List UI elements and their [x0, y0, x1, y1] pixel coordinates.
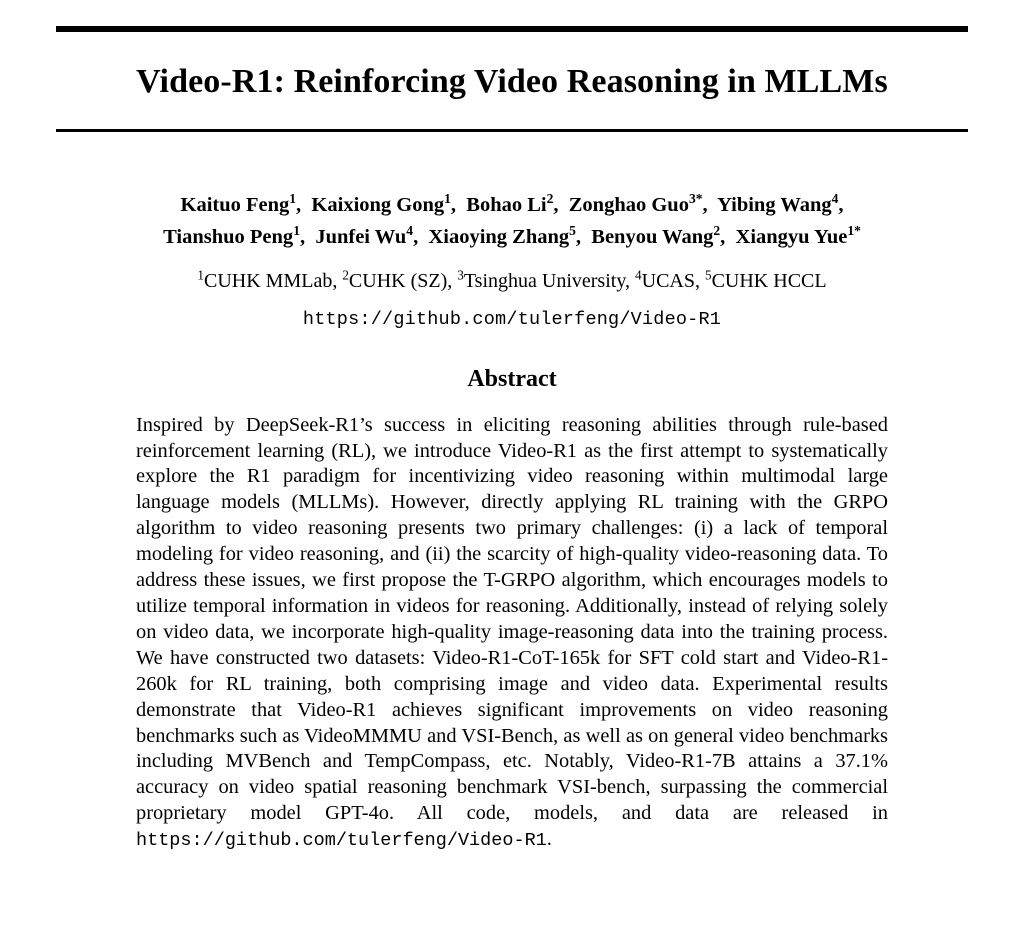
- page-title: Video-R1: Reinforcing Video Reasoning in MLLMs: [136, 63, 888, 100]
- author: Kaituo Feng$^1$: [180, 191, 297, 217]
- abstract-url[interactable]: https://github.com/tulerfeng/Video-R1: [136, 830, 547, 852]
- affil-name: UCAS: [641, 269, 695, 292]
- author: Benyou Wang$^2$: [591, 223, 721, 248]
- author-affil-marker: 1: [293, 223, 300, 239]
- author: Yibing Wang$^4$: [717, 191, 839, 217]
- affil-name: Tsinghua University: [463, 269, 626, 292]
- author: Kaixiong Gong$^1$: [311, 191, 451, 217]
- affil-marker: 2: [342, 266, 349, 282]
- author-affil-marker: 1*: [847, 223, 861, 239]
- author-affil-marker: 3*: [688, 191, 703, 207]
- author: Junfei Wu$^4$: [315, 223, 414, 248]
- project-url[interactable]: https://github.com/tulerfeng/Video-R1: [302, 308, 722, 330]
- author-affil-marker: 5: [569, 223, 576, 239]
- author: Zonghao Guo$^{3*}$: [568, 191, 703, 217]
- author-affil-marker: 1: [444, 191, 451, 207]
- affil-marker: 1: [197, 266, 204, 282]
- author-line-1: Kaituo Feng$^1$, Kaixiong Gong$^1$, Bohao Li$^2$, Zonghao Guo$^{3*}$, Yibing Wang$^4$,: [180, 191, 844, 217]
- author-affil-marker: 2: [713, 223, 721, 239]
- author-affil-marker: 4: [406, 223, 414, 239]
- author: Tianshuo Peng$^1$: [163, 223, 300, 248]
- author-line-2: Tianshuo Peng$^1$, Junfei Wu$^4$, Xiaoying Zhang$^5$, Benyou Wang$^2$, Xiangyu Yue$^{1*}$: [163, 223, 861, 248]
- author: Bohao Li$^2$: [466, 191, 554, 217]
- abstract-body: [136, 413, 888, 853]
- paper-page: [0, 26, 1024, 931]
- header-rule-top: [56, 26, 968, 32]
- author-affil-marker: 2: [546, 191, 554, 207]
- author: Xiaoying Zhang$^5$: [428, 223, 576, 248]
- abstract-text: Inspired by DeepSeek-R1’s success in eliciting reasoning abilities through rule-based reinforcement learning (RL), we introduce Video-R1 as the first attempt to systematically explore the R1 paradigm for incentivizing video reasoning within multimodal large language models (MLLMs). However, directly applying RL training with the GRPO algorithm to video reasoning presents two primary challenges: (i) a lack of temporal modeling for video reasoning, and (ii) the scarcity of high-quality video-reasoning data. To address these issues, we first propose the T-GRPO algorithm, which encourages models to utilize temporal information in videos for reasoning. Additionally, instead of relying solely on video data, we incorporate high-quality image-reasoning data into the training process. We have constructed two datasets: Video-R1-CoT-165k for SFT cold start and Video-R1-260k for RL training, both comprising image and video data. Experimental results demonstrate that Video-R1 achieves significant improvements on video reasoning benchmarks such as VideoMMMU and VSI-Bench, as well as on general video benchmarks including MVBench and TempCompass, etc. Notably, Video-R1-7B attains a 37.1% accuracy on video spatial reasoning benchmark VSI-bench, surpassing the commercial proprietary model GPT-4o. All code, models, and data are released in: [136, 413, 888, 825]
- affil-marker: 3: [457, 266, 464, 282]
- affil-marker: 5: [704, 266, 712, 282]
- author-list: [56, 190, 968, 254]
- abstract-text-end: .: [546, 828, 552, 851]
- affil-name: CUHK HCCL: [711, 269, 827, 292]
- affil-name: CUHK (SZ): [348, 269, 448, 292]
- header-rule-bottom: [56, 129, 968, 132]
- author: Xiangyu Yue$^{1*}$: [735, 223, 861, 248]
- abstract-heading: Abstract: [467, 365, 557, 392]
- affil-marker: 4: [635, 266, 642, 282]
- author-affil-marker: 1: [289, 191, 297, 207]
- affil-name: CUHK MMLab: [203, 269, 333, 292]
- affiliation-list: $^1$CUHK MMLab, $^2$CUHK (SZ), $^3$Tsinghua University, $^4$UCAS, $^5$CUHK HCCL: [197, 266, 827, 292]
- author-affil-marker: 4: [831, 191, 839, 207]
